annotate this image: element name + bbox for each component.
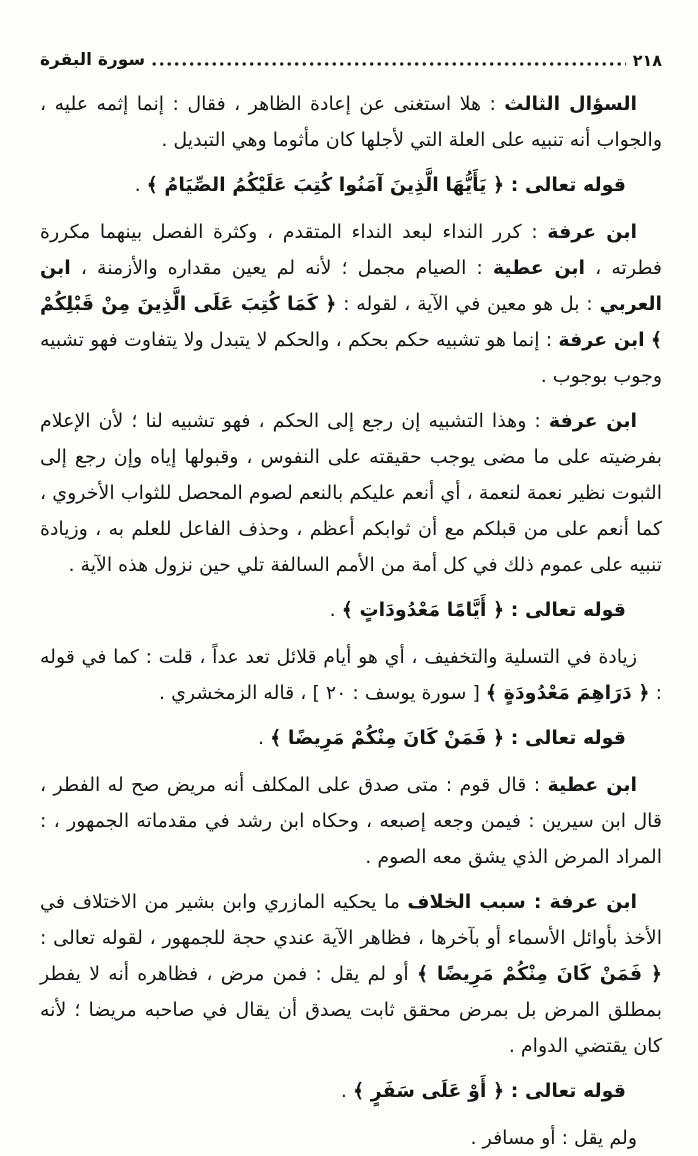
quran-verse: ﴿ أَوْ عَلَى سَفَرٍ ﴾ xyxy=(353,1080,505,1102)
paragraph-ziyada-tasliya xyxy=(40,639,662,711)
paragraph-text: : بل هو معين في الآية ، لقوله : xyxy=(336,293,600,315)
qawluhu-taala-lead: قوله تعالى : xyxy=(504,174,626,196)
paragraph-text: : إنما هو تشبيه حكم بحكم ، والحكم لا يتبدل ولا يتفاوت فهو تشبيه وجوب بوجوب . xyxy=(40,329,662,387)
quran-verse: ﴿ يَأَيُّهَا الَّذِينَ آمَنُوا كُتِبَ عَلَيْكُمُ الصِّيَامُ ﴾ xyxy=(146,174,505,196)
surah-title: سورة البقرة xyxy=(40,50,146,70)
quran-verse: ﴿ فَمَنْ كَانَ مِنْكُمْ مَرِيضًا ﴾ xyxy=(270,727,505,749)
paragraph-ibn-arafa-tashbih xyxy=(40,403,662,583)
speaker-ibn-atiyya: ابن عطية xyxy=(492,257,586,279)
qawluhu-taala-lead: قوله تعالى : xyxy=(504,727,626,749)
paragraph-ibn-arafa-repetition xyxy=(40,214,662,394)
paragraph-text: : هلا استغنى عن إعادة الظاهر ، فقال : إنما إثمه عليه ، والجواب أنه تنبيه على العلة التي لأجلها كان مأثوما وهي التبديل . xyxy=(40,93,662,151)
quote-tail: . xyxy=(134,174,147,196)
quran-verse-inline: ﴿ كَمَا كُتِبَ عَلَى الَّذِينَ مِنْ قَبْلِكُمْ ﴾ xyxy=(40,293,662,351)
question-lead: السؤال الثالث xyxy=(504,93,637,115)
qawluhu-taala-lead: قوله تعالى : xyxy=(504,599,626,621)
quote-kutiba-alaykum xyxy=(40,167,662,203)
page-body xyxy=(40,86,662,1156)
quran-verse: ﴿ أَيَّامًا مَعْدُودَاتٍ ﴾ xyxy=(341,599,505,621)
page-number: ٢١٨ xyxy=(632,51,662,70)
paragraph-text: ما يحكيه المازري وابن بشير من الاختلاف في الأخذ بأوائل الأسماء أو بآخرها ، فظاهر الآية عندي حجة للجمهور ، لقوله تعالى : xyxy=(40,891,662,949)
paragraph-text: [ سورة يوسف : ٢٠ ] ، قاله الزمخشري . xyxy=(158,682,486,704)
closing-remark xyxy=(40,1120,662,1156)
paragraph-text: : الصيام مجمل ؛ لأنه لم يعين مقداره والأزمنة ، xyxy=(70,257,493,279)
paragraph-text: : قال قوم : متى صدق على المكلف أنه مريض صح له الفطر ، قال ابن سيرين : فيمن وجعه إصبعه ، وحكاه ابن رشد في مقدماته الجمهور ، : المراد المرض الذي يشق معه الصوم . xyxy=(40,774,662,868)
quote-faman-kana-maridan xyxy=(40,720,662,756)
qawluhu-taala-lead: قوله تعالى : xyxy=(504,1080,626,1102)
quote-ayyaman-madudat xyxy=(40,592,662,628)
quote-tail: . xyxy=(329,599,342,621)
paragraph-text: زيادة في التسلية والتخفيف ، أي هو أيام قلائل تعد عداً ، قلت : كما في قوله : xyxy=(40,646,662,704)
paragraph-text: أو لم يقل : فمن مرض ، فظاهره أنه لا يفطر بمطلق المرض بل بمرض محقق ثابت يصدق أن يقال في صاحبه مريضا ؛ لأنه كان يقتضي الدوام . xyxy=(40,963,662,1057)
page-header xyxy=(40,42,662,70)
dotted-leader xyxy=(152,62,626,66)
speaker-ibn-arafa: ابن عرفة xyxy=(548,410,637,432)
quran-verse-inline: ﴿ فَمَنْ كَانَ مِنْكُمْ مَرِيضًا ﴾ xyxy=(416,963,662,985)
speaker-ibn-arafa: ابن عرفة xyxy=(558,329,645,351)
quote-aw-ala-safar xyxy=(40,1073,662,1109)
quote-tail: . xyxy=(258,727,271,749)
speaker-ibn-arafa: ابن عرفة : سبب الخلاف xyxy=(407,891,637,913)
quote-tail: . xyxy=(340,1080,353,1102)
paragraph-ibn-arafa-khilaf xyxy=(40,884,662,1064)
speaker-ibn-atiyya: ابن عطية xyxy=(547,774,637,796)
paragraph-third-question xyxy=(40,86,662,158)
paragraph-text: ولم يقل : أو مسافر . xyxy=(470,1127,637,1149)
speaker-ibn-al-arabi: ابن العربي xyxy=(40,257,662,315)
quran-verse-inline: ﴿ دَرَاهِمَ مَعْدُودَةٍ ﴾ xyxy=(485,682,650,704)
paragraph-ibn-atiyya-sickness xyxy=(40,767,662,875)
speaker-ibn-arafa: ابن عرفة xyxy=(547,221,637,243)
paragraph-text: : كرر النداء لبعد النداء المتقدم ، وكثرة الفصل بينهما مكررة فطرته ، xyxy=(40,221,662,279)
paragraph-text: : وهذا التشبيه إن رجع إلى الحكم ، فهو تشبيه لنا ؛ لأن الإعلام بفرضيته على ما مضى يوجب حقيقته على النفوس ، وقبولها إياه وإن رجع إلى الثبوت نظير نعمة لنعمة ، أي أنعم عليكم بالنعم لصوم المحصل للثواب الأخروي ، كما أنعم على من قبلكم مع أن ثوابكم أعظم ، وحذف الفاعل للعلم به ، وزيادة تنبيه على عموم ذلك في كل أمة من الأمم السالفة تلي حين نزول هذه الآية . xyxy=(40,410,662,576)
